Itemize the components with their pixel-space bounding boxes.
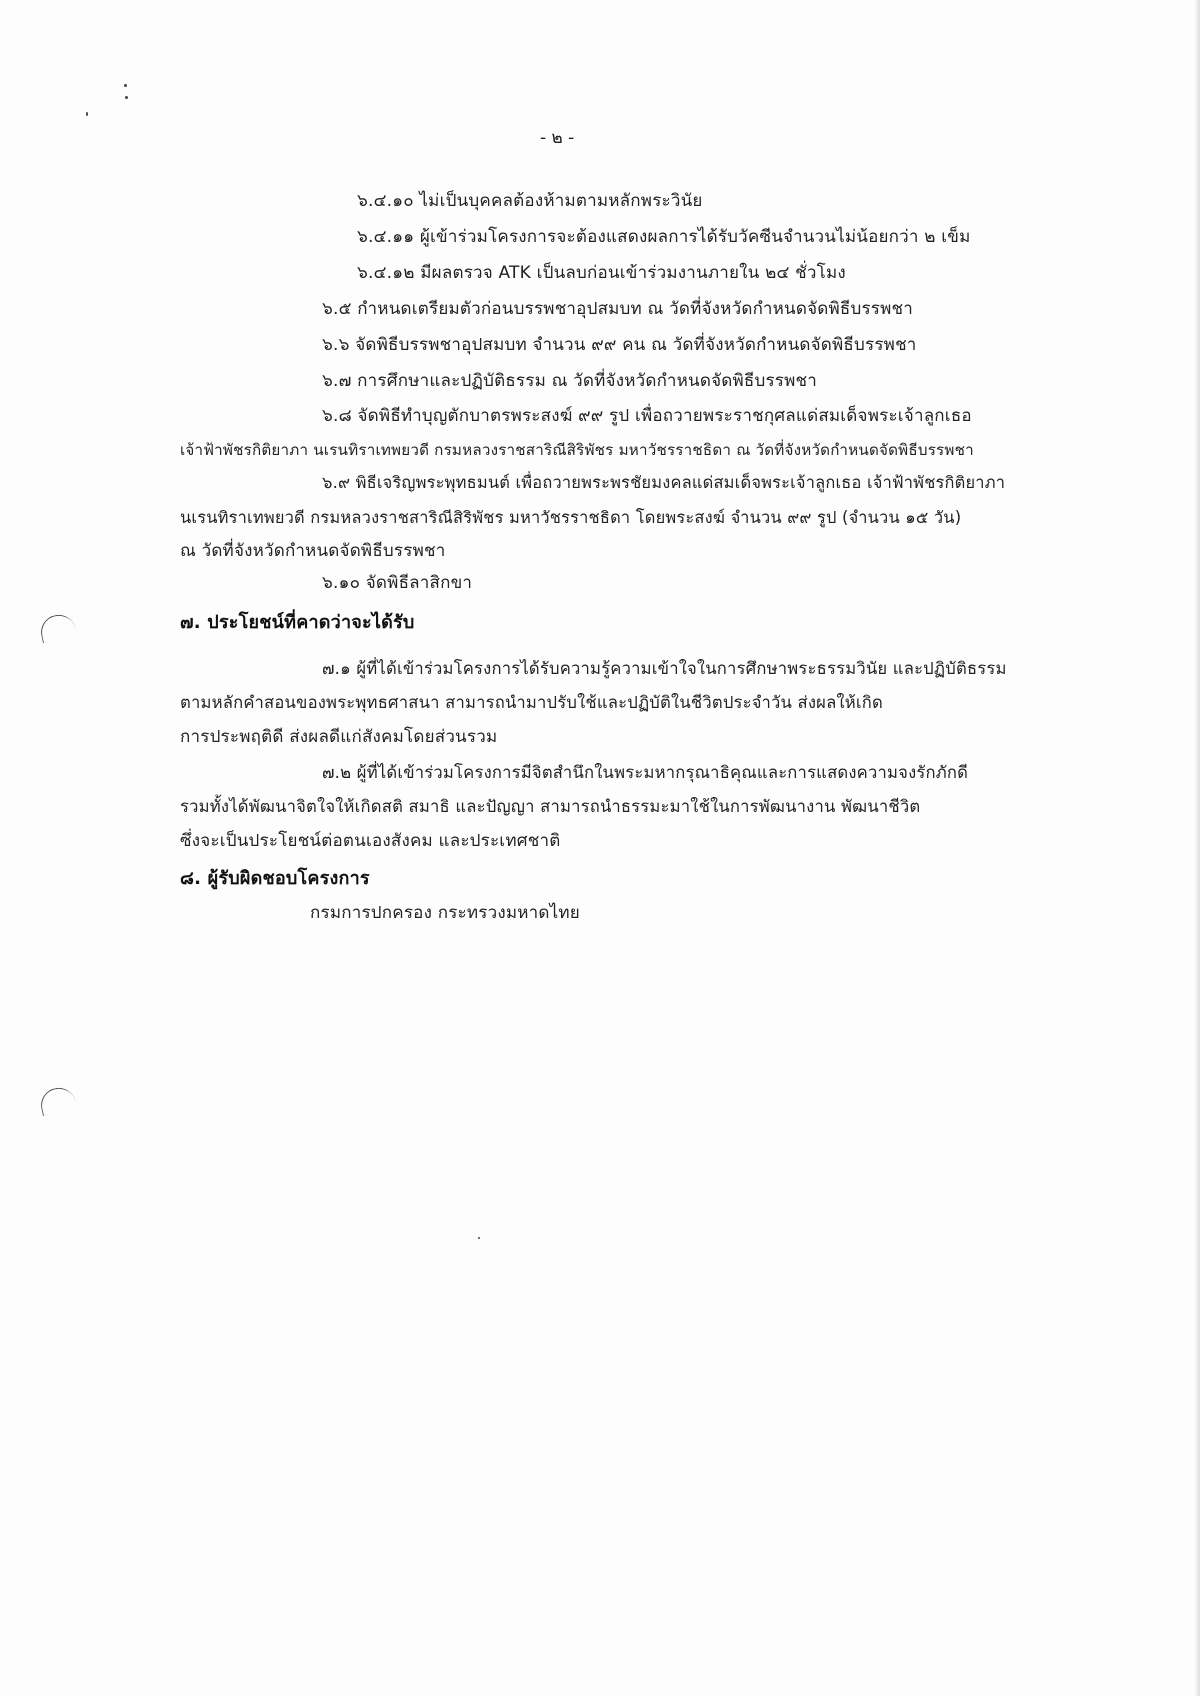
item-6-9-cont-2: ณ วัดที่จังหวัดกำหนดจัดพิธีบรรพชา — [180, 541, 446, 561]
item-6-8: ๖.๘ จัดพิธีทำบุญตักบาตรพระสงฆ์ ๙๙ รูป เพื่อถวายพระราชกุศลแด่สมเด็จพระเจ้าลูกเธอ — [322, 406, 972, 426]
item-7-1-cont: ตามหลักคำสอนของพระพุทธศาสนา สามารถนำมาปรับใช้และปฏิบัติในชีวิตประจำวัน ส่งผลให้เกิด — [180, 693, 884, 712]
item-6-4-12: ๖.๔.๑๒ มีผลตรวจ ATK เป็นลบก่อนเข้าร่วมงานภายใน ๒๔ ชั่วโมง — [357, 263, 846, 283]
item-7-2-cont: รวมทั้งได้พัฒนาจิตใจให้เกิดสติ สมาธิ และปัญญา สามารถนำธรรมะมาใช้ในการพัฒนางาน พัฒนาชีวิต — [180, 797, 921, 816]
responsible-agency: กรมการปกครอง กระทรวงมหาดไทย — [310, 903, 580, 923]
section-8-heading: ๘. ผู้รับผิดชอบโครงการ — [180, 868, 370, 889]
page-number: - ๒ - — [540, 128, 575, 148]
punch-hole — [38, 1085, 77, 1117]
scan-edge — [1194, 0, 1200, 1696]
item-6-10: ๖.๑๐ จัดพิธีลาสิกขา — [322, 573, 473, 593]
item-6-9-cont: นเรนทิราเทพยวดี กรมหลวงราชสาริณีสิริพัชร มหาวัชรราชธิดา โดยพระสงฆ์ จำนวน ๙๙ รูป (จำนวน ๑๕ วัน) — [180, 508, 962, 527]
punch-hole — [38, 612, 77, 644]
scan-speck — [86, 112, 88, 116]
item-7-1-cont-2: การประพฤติดี ส่งผลดีแก่สังคมโดยส่วนรวม — [180, 727, 498, 747]
item-6-7: ๖.๗ การศึกษาและปฏิบัติธรรม ณ วัดที่จังหวัดกำหนดจัดพิธีบรรพชา — [322, 371, 818, 391]
scan-speck — [125, 96, 128, 99]
item-7-1: ๗.๑ ผู้ที่ได้เข้าร่วมโครงการได้รับความรู้ความเข้าใจในการศึกษาพระธรรมวินัย และปฏิบัติธรรม — [322, 659, 1007, 678]
item-6-4-10: ๖.๔.๑๐ ไม่เป็นบุคคลต้องห้ามตามหลักพระวินัย — [357, 191, 703, 211]
scan-speck — [124, 84, 127, 87]
item-6-4-11: ๖.๔.๑๑ ผู้เข้าร่วมโครงการจะต้องแสดงผลการได้รับวัคซีนจำนวนไม่น้อยกว่า ๒ เข็ม — [357, 227, 971, 247]
section-7-heading: ๗. ประโยชน์ที่คาดว่าจะได้รับ — [180, 612, 415, 633]
item-6-6: ๖.๖ จัดพิธีบรรพชาอุปสมบท จำนวน ๙๙ คน ณ วัดที่จังหวัดกำหนดจัดพิธีบรรพชา — [322, 335, 917, 355]
scan-speck — [478, 1237, 480, 1239]
item-6-5: ๖.๕ กำหนดเตรียมตัวก่อนบรรพชาอุปสมบท ณ วัดที่จังหวัดกำหนดจัดพิธีบรรพชา — [322, 299, 914, 319]
item-6-8-cont: เจ้าฟ้าพัชรกิติยาภา นเรนทิราเทพยวดี กรมหลวงราชสาริณีสิริพัชร มหาวัชรราชธิดา ณ วัดที่จังหวัดกำหนดจัดพิธีบรรพชา — [180, 441, 974, 459]
item-7-2: ๗.๒ ผู้ที่ได้เข้าร่วมโครงการมีจิตสำนึกในพระมหากรุณาธิคุณและการแสดงความจงรักภักดี — [322, 763, 969, 782]
item-6-9: ๖.๙ พิธีเจริญพระพุทธมนต์ เพื่อถวายพระพรชัยมงคลแด่สมเด็จพระเจ้าลูกเธอ เจ้าฟ้าพัชรกิติยาภา — [322, 473, 1006, 492]
item-7-2-cont-2: ซึ่งจะเป็นประโยชน์ต่อตนเองสังคม และประเทศชาติ — [180, 831, 561, 851]
